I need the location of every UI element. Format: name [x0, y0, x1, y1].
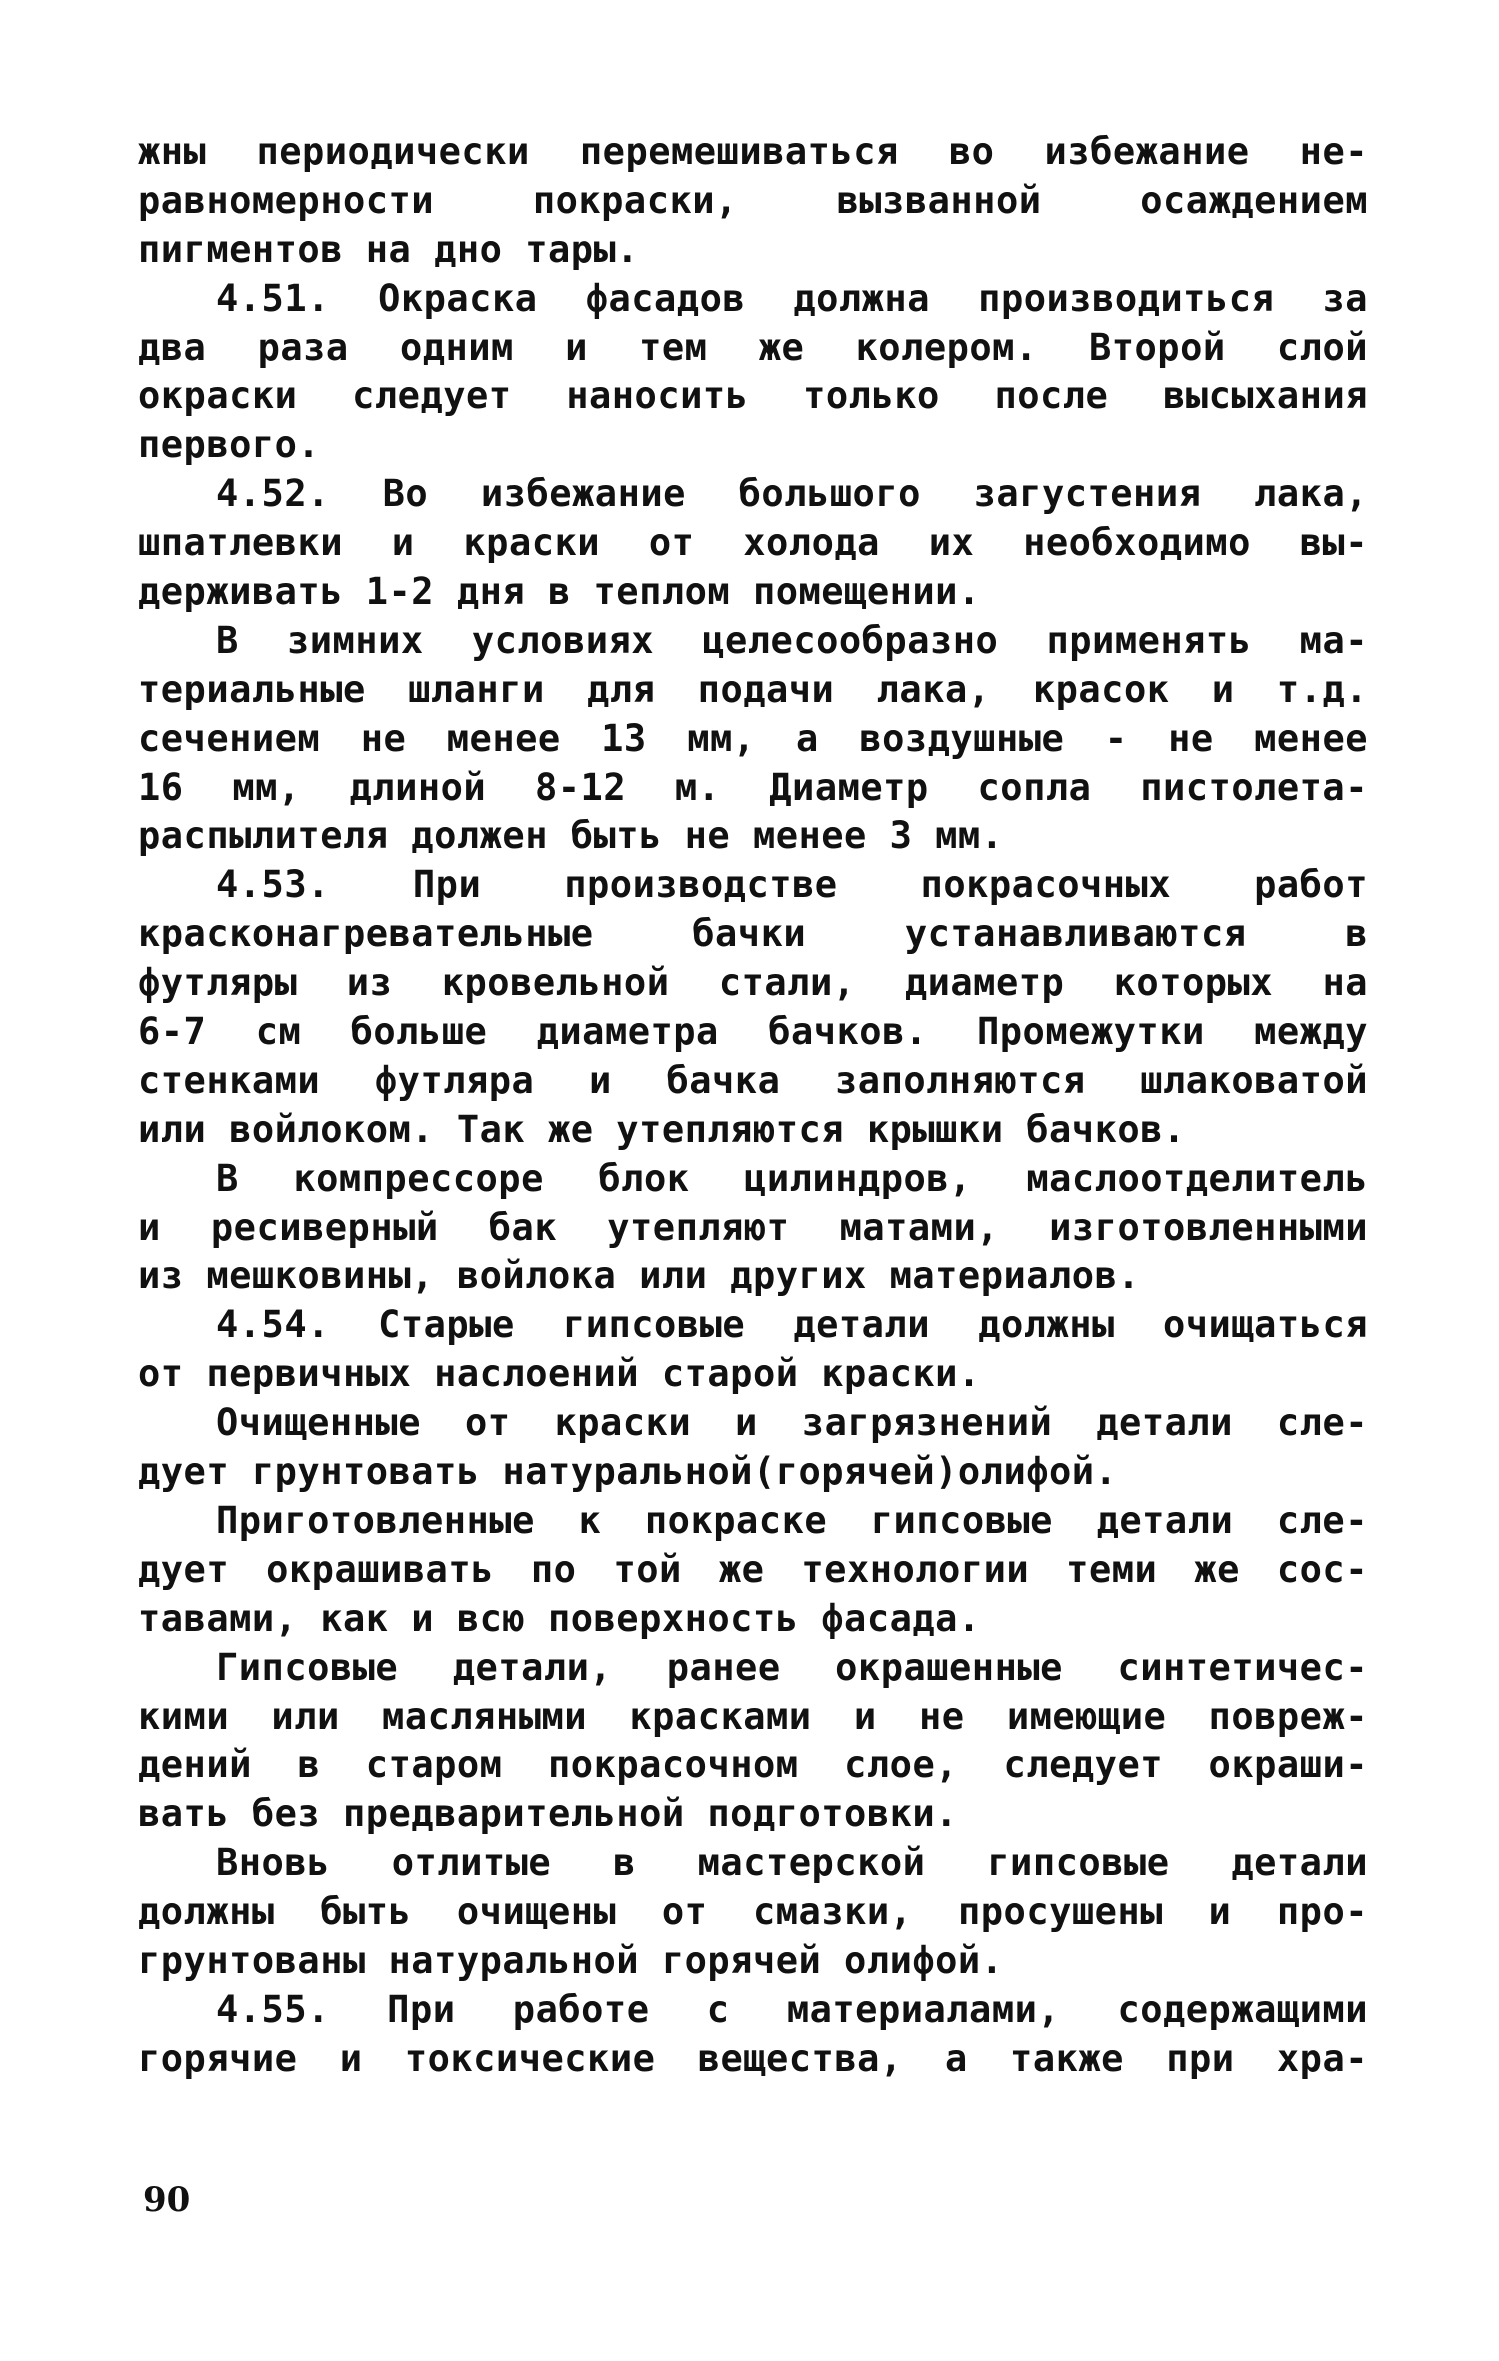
text-line: вать без предварительной подготовки. — [138, 1792, 958, 1836]
text-line: равномерности покраски, вызванной осаждением — [138, 178, 1368, 222]
text-line: 4.53. При производстве покрасочных работ — [216, 863, 1368, 907]
text-line: должны быть очищены от смазки, просушены и про- — [138, 1890, 1368, 1934]
text-line: 4.55. При работе с материалами, содержащими — [216, 1987, 1368, 2031]
text-line: Приготовленные к покраске гипсовые детали сле- — [216, 1498, 1368, 1542]
text-line: 4.52. Во избежание большого загустения лака, — [216, 472, 1368, 516]
text-line: кими или масляными красками и не имеющие повреж- — [138, 1694, 1368, 1738]
text-line: футляры из кровельной стали, диаметр которых на — [138, 961, 1368, 1005]
text-line: сечением не менее 13 мм, а воздушные - не менее — [138, 716, 1368, 760]
text-line: В зимних условиях целесообразно применять ма- — [216, 618, 1368, 662]
text-line: 4.54. Старые гипсовые детали должны очищаться — [216, 1303, 1368, 1347]
text-line: или войлоком. Так же утепляются крышки бачков. — [138, 1107, 1186, 1151]
text-line: красконагревательные бачки устанавливаются в — [138, 912, 1368, 956]
text-line: тавами, как и всю поверхность фасада. — [138, 1596, 981, 1640]
text-line: 4.51. Окраска фасадов должна производиться за — [216, 276, 1368, 320]
text-line: окраски следует наносить только после высыхания — [138, 374, 1368, 418]
text-line: и ресиверный бак утепляют матами, изготовленными — [138, 1205, 1368, 1249]
text-line: Очищенные от краски и загрязнений детали сле- — [216, 1401, 1368, 1445]
text-line: горячие и токсические вещества, а также при хра- — [138, 2036, 1368, 2080]
text-line: шпатлевки и краски от холода их необходимо вы- — [138, 521, 1368, 565]
text-line: дует грунтовать натуральной(горячей)олифой. — [138, 1450, 1118, 1494]
text-line: Вновь отлитые в мастерской гипсовые детали — [216, 1841, 1368, 1885]
text-line: Гипсовые детали, ранее окрашенные синтетичес- — [216, 1645, 1368, 1689]
text-line: дует окрашивать по той же технологии теми же сос- — [138, 1547, 1368, 1591]
text-line: дений в старом покрасочном слое, следует окраши- — [138, 1743, 1368, 1787]
text-line: В компрессоре блок цилиндров, маслоотделитель — [216, 1156, 1368, 1200]
text-line: пигментов на дно тары. — [138, 227, 640, 271]
text-line: 6-7 см больше диаметра бачков. Промежутки между — [138, 1010, 1368, 1054]
text-line: 16 мм, длиной 8-12 м. Диаметр сопла пистолета- — [138, 765, 1368, 809]
body-text — [138, 128, 1368, 2084]
text-line: стенками футляра и бачка заполняются шлаковатой — [138, 1058, 1368, 1102]
text-line: первого. — [138, 423, 321, 467]
text-line: териальные шланги для подачи лака, красок и т.д. — [138, 667, 1368, 711]
text-line: от первичных наслоений старой краски. — [138, 1352, 981, 1396]
text-line: два раза одним и тем же колером. Второй слой — [138, 325, 1368, 369]
text-line: держивать 1-2 дня в теплом помещении. — [138, 570, 981, 614]
text-line: распылителя должен быть не менее 3 мм. — [138, 814, 1004, 858]
text-line: жны периодически перемешиваться во избежание не- — [138, 130, 1368, 173]
text-line: из мешковины, войлока или других материалов. — [138, 1254, 1141, 1298]
text-line: грунтованы натуральной горячей олифой. — [138, 1938, 1004, 1982]
page-number: 90 — [143, 2180, 191, 2220]
